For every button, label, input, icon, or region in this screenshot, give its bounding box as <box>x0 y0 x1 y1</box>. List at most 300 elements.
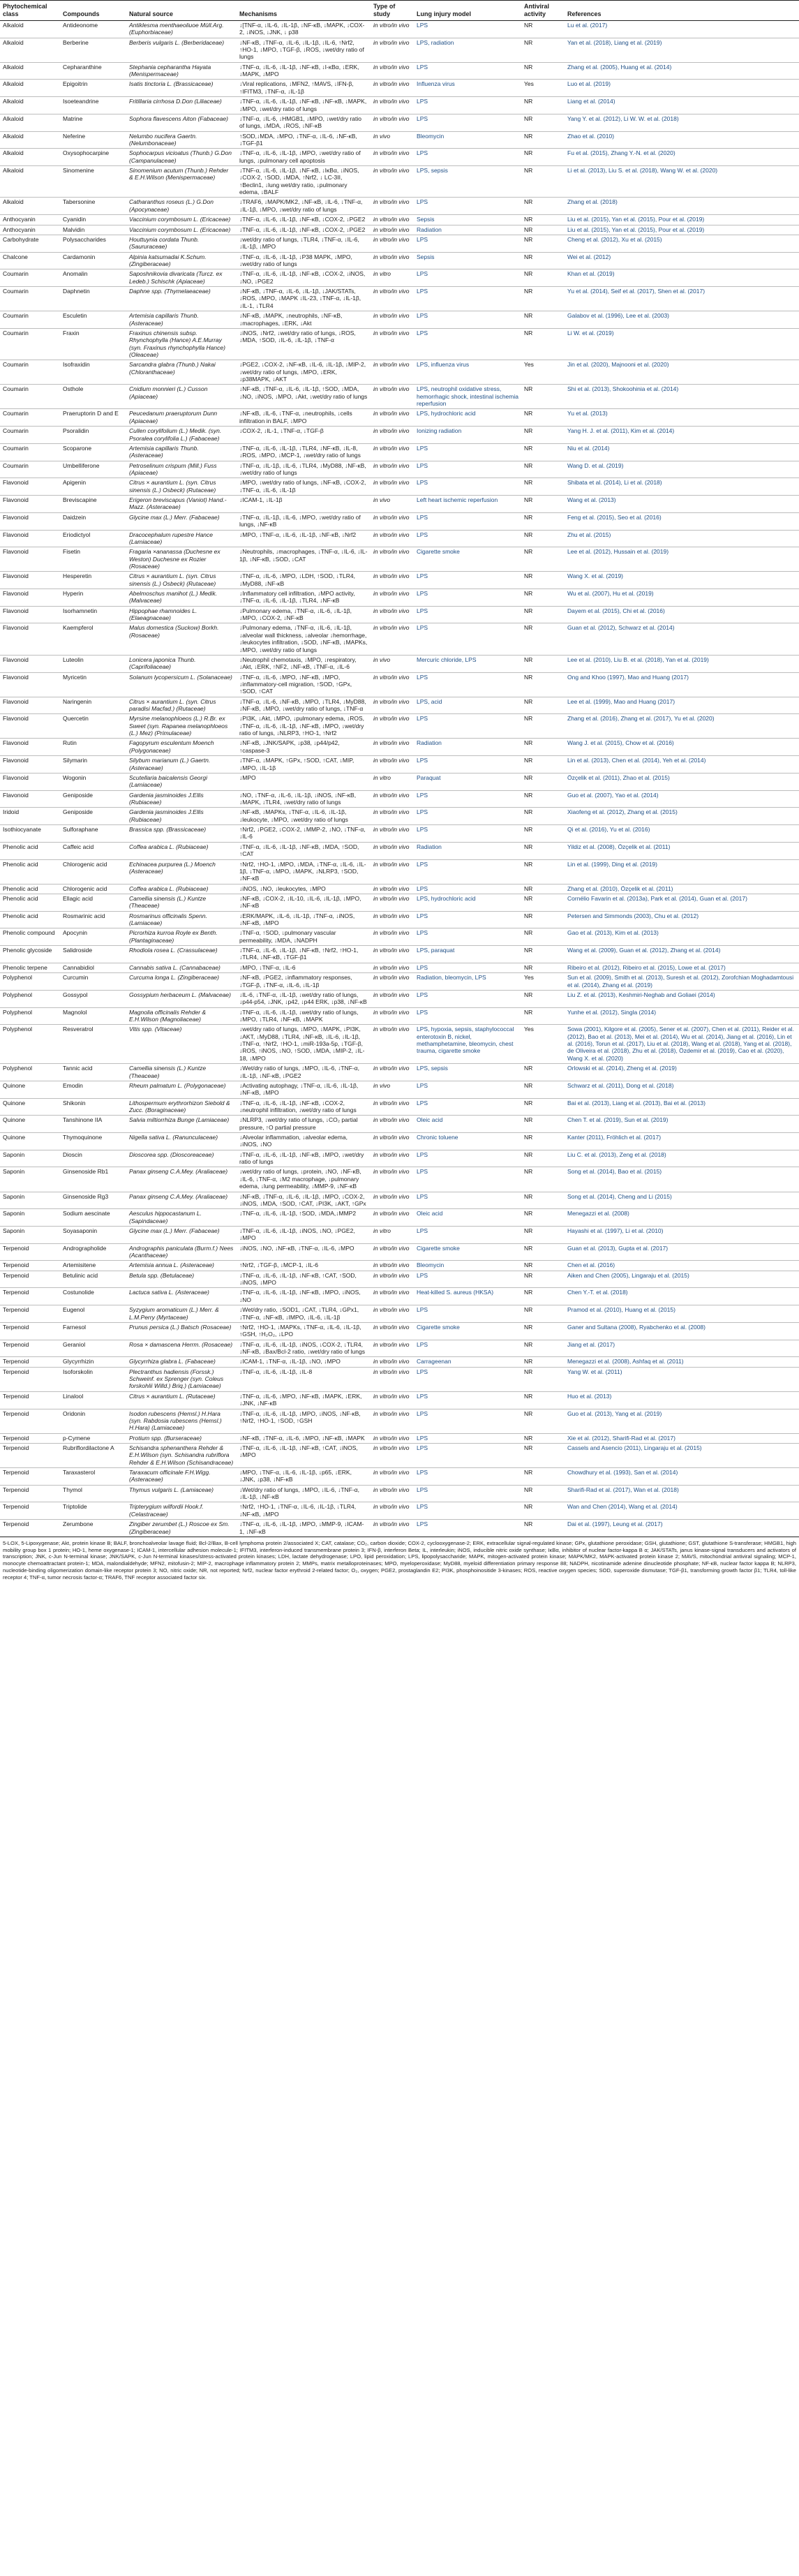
reference-cell[interactable]: Jiang et al. (2017) <box>565 1340 799 1357</box>
source-cell: Nigella sativa L. (Ranunculaceae) <box>126 1133 237 1150</box>
reference-cell[interactable]: Kanter (2011), Fröhlich et al. (2017) <box>565 1133 799 1150</box>
table-row <box>0 1150 799 1167</box>
study-type-cell: in vitro/in vivo <box>371 825 414 843</box>
mechanism-cell: ↓iNOS, ↓Nrf2, ↓wet/dry ratio of lungs, ↓ROS, ↓MDA, ↑SOD, ↓IL-6, ↓IL-1β, ↓TNF-α <box>237 328 371 360</box>
reference-cell[interactable]: Yu et al. (2013) <box>565 409 799 427</box>
reference-cell[interactable]: Yang H. J. et al. (2011), Kim et al. (2014) <box>565 427 799 444</box>
reference-cell[interactable]: Sharifi-Rad et al. (2017), Wan et al. (2018) <box>565 1485 799 1502</box>
study-type-cell: in vitro/in vivo <box>371 1367 414 1391</box>
class-cell: Alkaloid <box>0 80 60 97</box>
study-type-cell: in vitro/in vivo <box>371 80 414 97</box>
antiviral-cell: NR <box>521 928 565 946</box>
class-cell: Polyphenol <box>0 1007 60 1025</box>
source-cell: Fraxinus chinensis subsp. Rhynchophylla (Hance) A.E.Murray (syn. Fraxinus rhynchophylla Hance) (Oleaceae) <box>126 328 237 360</box>
reference-cell[interactable]: Özçelik et al. (2011), Zhao et al. (2015) <box>565 773 799 790</box>
antiviral-cell: NR <box>521 1340 565 1357</box>
reference-cell[interactable]: Zhang et al. (2005), Huang et al. (2014) <box>565 62 799 80</box>
source-cell: Picrorhiza kurroa Royle ex Benth. (Plantaginaceae) <box>126 928 237 946</box>
compound-cell: Fraxin <box>60 328 126 360</box>
reference-cell[interactable]: Wang et al. (2013) <box>565 496 799 513</box>
reference-cell[interactable]: Guo et al. (2007), Yao et al. (2014) <box>565 790 799 808</box>
reference-cell[interactable]: Wang et al. (2009), Guan et al. (2012), Zhang et al. (2014) <box>565 946 799 963</box>
source-cell: Rosa × damascena Herrm. (Rosaceae) <box>126 1340 237 1357</box>
reference-cell[interactable]: Wei et al. (2012) <box>565 252 799 269</box>
model-cell: Radiation <box>414 739 521 756</box>
source-cell: Prunus persica (L.) Batsch (Rosaceae) <box>126 1322 237 1340</box>
reference-cell[interactable]: Xiaofeng et al. (2012), Zhang et al. (2015) <box>565 808 799 825</box>
class-cell: Flavonoid <box>0 496 60 513</box>
compound-cell: Esculetin <box>60 311 126 329</box>
model-cell: LPS <box>414 572 521 589</box>
reference-cell[interactable]: Li et al. (2013), Liu S. et al. (2018), Wang W. et al. (2020) <box>565 166 799 198</box>
source-cell: Artemisia annua L. (Asteraceae) <box>126 1261 237 1271</box>
reference-cell[interactable]: Schwarz et al. (2011), Dong et al. (2018) <box>565 1081 799 1098</box>
class-cell: Flavonoid <box>0 512 60 530</box>
class-cell: Terpenoid <box>0 1502 60 1520</box>
reference-cell[interactable]: Song et al. (2014), Cheng and Li (2015) <box>565 1192 799 1209</box>
reference-cell[interactable]: Sowa (2001), Kilgore et al. (2005), Sener et al. (2007), Chen et al. (2011), Reider et al. (2012), Bao et al. (2013), Mei et al. (2014), Wu et al. (2014), Jiang et al. (2016), Lin et al. (2016), Torun et al. (2017), Liu et al. (2018), Wang et al. (2018), Yang et al. (2018), de Oliveira et al. (2018), Zhu et al. (2018), Özdemir et al. (2019), Cao et al. (2020), Wang X. et al. (2020) <box>565 1025 799 1064</box>
reference-cell[interactable]: Pramod et al. (2010), Huang et al. (2015) <box>565 1305 799 1323</box>
compound-cell: Gossypol <box>60 990 126 1007</box>
study-type-cell: in vitro/in vivo <box>371 1167 414 1192</box>
compound-cell: Daphnetin <box>60 287 126 311</box>
table-row <box>0 1443 799 1467</box>
antiviral-cell: NR <box>521 697 565 714</box>
study-type-cell: in vitro/in vivo <box>371 990 414 1007</box>
mechanism-cell: ↓NF-κB, ↓MAPK, ↓neutrophils, ↓NF-κB, ↓macrophages, ↓ERK, ↓Akt <box>237 311 371 329</box>
table-row <box>0 697 799 714</box>
model-cell: LPS <box>414 97 521 114</box>
compound-cell: Kaempferol <box>60 623 126 655</box>
table-row <box>0 963 799 972</box>
model-cell: LPS <box>414 1367 521 1391</box>
compound-cell: p-Cymene <box>60 1433 126 1443</box>
reference-cell[interactable]: Yan et al. (2018), Liang et al. (2019) <box>565 38 799 62</box>
reference-cell[interactable]: Aiken and Chen (2005), Lingaraju et al. (2015) <box>565 1271 799 1288</box>
source-cell: Echinacea purpurea (L.) Moench (Asteraceae) <box>126 859 237 884</box>
compound-cell: Quercetin <box>60 714 126 739</box>
table-row <box>0 773 799 790</box>
reference-cell[interactable]: Liu Z. et al. (2013), Keshmiri-Neghab and Goliaei (2014) <box>565 990 799 1007</box>
reference-cell[interactable]: Niu et al. (2014) <box>565 443 799 461</box>
study-type-cell: in vitro/in vivo <box>371 808 414 825</box>
class-cell: Flavonoid <box>0 739 60 756</box>
antiviral-cell: NR <box>521 328 565 360</box>
reference-cell[interactable]: Galabov et al. (1996), Lee et al. (2003) <box>565 311 799 329</box>
compound-cell: Resveratrol <box>60 1025 126 1064</box>
compound-cell: Rutin <box>60 739 126 756</box>
compound-cell: Dioscin <box>60 1150 126 1167</box>
antiviral-cell: NR <box>521 198 565 215</box>
table-row <box>0 1025 799 1064</box>
model-cell: LPS <box>414 149 521 166</box>
table-row <box>0 1357 799 1367</box>
antiviral-cell: NR <box>521 1520 565 1537</box>
antiviral-cell: NR <box>521 1433 565 1443</box>
reference-cell[interactable]: Hayashi et al. (1997), Li et al. (2010) <box>565 1226 799 1243</box>
study-type-cell: in vivo <box>371 1081 414 1098</box>
study-type-cell: in vivo <box>371 131 414 149</box>
compound-cell: Curcumin <box>60 973 126 991</box>
study-type-cell: in vitro/in vivo <box>371 97 414 114</box>
mechanism-cell: ↓NO, ↓TNF-α, ↓IL-6, ↓IL-1β, ↓iNOS, ↓NF-κB, ↓MAPK, ↓TLR4, ↓wet/dry ratio of lungs <box>237 790 371 808</box>
compound-cell: Taraxasterol <box>60 1468 126 1486</box>
study-type-cell: in vitro/in vivo <box>371 606 414 623</box>
mechanism-cell: ↓NF-κB, ↓TNF-α, ↓IL-6, ↓MPO, ↓NF-κB, ↓MAPK <box>237 1433 371 1443</box>
source-cell: Sophora flavescens Aiton (Fabaceae) <box>126 114 237 131</box>
compound-cell: Epigoitrin <box>60 80 126 97</box>
model-cell: LPS <box>414 1081 521 1098</box>
antiviral-cell: NR <box>521 739 565 756</box>
mechanism-cell: ↓IL-6, ↓TNF-α, ↓IL-1β, ↓wet/dry ratio of lungs, ↓p44-p54, ↓JNK, ↓p42, ↓p44 ERK, ↓p38, ↓NF-κB <box>237 990 371 1007</box>
antiviral-cell: NR <box>521 946 565 963</box>
table-row <box>0 1520 799 1537</box>
class-cell: Terpenoid <box>0 1305 60 1323</box>
model-cell: LPS, hypoxia, sepsis, staphylococcal enterotoxin B, nickel, methamphetamine, bleomycin, chest trauma, cigarette smoke <box>414 1025 521 1064</box>
table-row <box>0 1133 799 1150</box>
antiviral-cell: NR <box>521 859 565 884</box>
reference-cell[interactable]: Zhang et al. (2016), Zhang et al. (2017), Yu et al. (2020) <box>565 714 799 739</box>
reference-cell[interactable]: Chowdhury et al. (1993), San et al. (2014) <box>565 1468 799 1486</box>
source-cell: Myrsine melanophloeos (L.) R.Br. ex Sweet (syn. Rapanea melanophloeos (L.) Mez) (Primulaceae) <box>126 714 237 739</box>
mechanism-cell: ↓Pulmonary edema, ↓TNF-α, ↓IL-6, ↓IL-1β, ↓alveolar wall thickness, ↓alveolar ↓hemorrhage, ↓leukocytes infiltration, ↓SOD, ↓NF-κB, ↓MAPKs, ↓MPO, ↓wet/dry ratio of lungs <box>237 623 371 655</box>
compound-cell: Thymoquinone <box>60 1133 126 1150</box>
antiviral-cell: NR <box>521 1391 565 1409</box>
antiviral-cell: NR <box>521 385 565 409</box>
antiviral-cell: Yes <box>521 973 565 991</box>
mechanism-cell: ↓TRAF6, ↓MAPK/MK2, ↓NF-κB, ↓IL-6, ↓TNF-α, ↓IL-1β, ↓MPO, ↓wet/dry ratio of lungs <box>237 198 371 215</box>
reference-cell[interactable]: Cheng et al. (2012), Xu et al. (2015) <box>565 235 799 252</box>
table-row <box>0 714 799 739</box>
compound-cell: Costunolide <box>60 1288 126 1305</box>
table-header <box>0 1 799 21</box>
source-cell: Erigeron breviscapus (Vaniot) Hand.-Mazz. (Asteraceae) <box>126 496 237 513</box>
reference-cell[interactable]: Lee et al. (2012), Hussain et al. (2019) <box>565 547 799 572</box>
table-row <box>0 990 799 1007</box>
study-type-cell: in vitro/in vivo <box>371 1391 414 1409</box>
compound-cell: Silymarin <box>60 756 126 773</box>
source-cell: Houttuynia cordata Thunb. (Saururaceae) <box>126 235 237 252</box>
antiviral-cell: NR <box>521 1116 565 1133</box>
class-cell: Phenolic acid <box>0 894 60 911</box>
source-cell: Sinomenium acutum (Thunb.) Rehder & E.H.Wilson (Menispermaceae) <box>126 166 237 198</box>
reference-cell[interactable]: Zhao et al. (2010) <box>565 131 799 149</box>
table-row <box>0 1192 799 1209</box>
compound-cell: Thymol <box>60 1485 126 1502</box>
class-cell: Phenolic acid <box>0 884 60 894</box>
class-cell: Polyphenol <box>0 1064 60 1081</box>
reference-cell[interactable]: Zhu et al. (2015) <box>565 530 799 547</box>
reference-cell[interactable]: Yildiz et al. (2008), Özçelik et al. (2011) <box>565 842 799 859</box>
reference-cell[interactable]: Fu et al. (2015), Zhang Y.-N. et al. (2020) <box>565 149 799 166</box>
source-cell: Peucedanum praeruptorum Dunn (Apiaceae) <box>126 409 237 427</box>
reference-cell[interactable]: Chen et al. (2016) <box>565 1261 799 1271</box>
reference-cell[interactable]: Khan et al. (2019) <box>565 269 799 287</box>
model-cell: Oleic acid <box>414 1116 521 1133</box>
source-cell: Fritillaria cirrhosa D.Don (Liliaceae) <box>126 97 237 114</box>
model-cell: LPS <box>414 606 521 623</box>
compound-cell: Ellagic acid <box>60 894 126 911</box>
antiviral-cell: NR <box>521 496 565 513</box>
mechanism-cell: ↓TNF-α, ↓IL-6, ↓IL-1β, ↓NF-κB, ↓I-κBα, ↓ERK, ↓MAPK, ↓MPO <box>237 62 371 80</box>
reference-cell[interactable]: Shi et al. (2013), Shokoohinia et al. (2014) <box>565 385 799 409</box>
class-cell: Terpenoid <box>0 1367 60 1391</box>
class-cell: Alkaloid <box>0 114 60 131</box>
reference-cell[interactable]: Zhang et al. (2018) <box>565 198 799 215</box>
antiviral-cell: NR <box>521 20 565 38</box>
table-row <box>0 1468 799 1486</box>
source-cell: Rhodiola rosea L. (Crassulaceae) <box>126 946 237 963</box>
reference-cell[interactable]: Liu et al. (2015), Yan et al. (2015), Pour et al. (2019) <box>565 215 799 225</box>
compound-cell: Berberine <box>60 38 126 62</box>
model-cell: LPS <box>414 1520 521 1537</box>
class-cell: Flavonoid <box>0 606 60 623</box>
model-cell: LPS <box>414 198 521 215</box>
study-type-cell: in vitro <box>371 269 414 287</box>
reference-cell[interactable]: Gao et al. (2013), Kim et al. (2013) <box>565 928 799 946</box>
source-cell: Rosmarinus officinalis Spenn. (Lamiaceae) <box>126 911 237 928</box>
table-row <box>0 360 799 385</box>
mechanism-cell: ↓TNF-α, ↓IL-1β, ↓IL-6, ↓TLR4, ↓MyD88, ↓NF-κB, ↓wet/dry ratio of lungs <box>237 461 371 478</box>
compound-cell: Wogonin <box>60 773 126 790</box>
table-row <box>0 311 799 329</box>
reference-cell[interactable]: Yu et al. (2014), Seif et al. (2017), Shen et al. (2017) <box>565 287 799 311</box>
reference-cell[interactable]: Yang W. et al. (2011) <box>565 1367 799 1391</box>
compound-cell: Isoeteandrine <box>60 97 126 114</box>
reference-cell[interactable]: Petersen and Simmonds (2003), Chu et al. (2012) <box>565 911 799 928</box>
study-type-cell: in vitro/in vivo <box>371 1064 414 1081</box>
study-type-cell: in vitro/in vivo <box>371 1357 414 1367</box>
reference-cell[interactable]: Menegazzi et al. (2008), Ashfaq et al. (2011) <box>565 1357 799 1367</box>
reference-cell[interactable]: Liu C. et al. (2013), Zeng et al. (2018) <box>565 1150 799 1167</box>
reference-cell[interactable]: Lee et al. (1999), Mao and Huang (2017) <box>565 697 799 714</box>
reference-cell[interactable]: Yunhe et al. (2012), Singla (2014) <box>565 1007 799 1025</box>
antiviral-cell: NR <box>521 1081 565 1098</box>
compound-cell: Geraniol <box>60 1340 126 1357</box>
class-cell: Coumarin <box>0 287 60 311</box>
antiviral-cell: NR <box>521 1443 565 1467</box>
model-cell: LPS <box>414 311 521 329</box>
table-row <box>0 928 799 946</box>
reference-cell[interactable]: Ong and Khoo (1997), Mao and Huang (2017) <box>565 672 799 697</box>
table-row <box>0 547 799 572</box>
class-cell: Phenolic terpene <box>0 963 60 972</box>
antiviral-cell: Yes <box>521 360 565 385</box>
antiviral-cell: NR <box>521 572 565 589</box>
table-row <box>0 946 799 963</box>
mechanism-cell: ↓NF-κB, ↓TNF-α, ↓IL-6, ↓IL-1β, ↓JAK/STATs, ↓ROS, ↓MPO, ↓MAPK ↓IL-23, ↓TNF-α, ↓IL-1β, ↓IL-1, ↓TLR4 <box>237 287 371 311</box>
mechanism-cell: ↑SOD,↓MDA, ↓MPO, ↓TNF-α, ↓IL-6, ↓NF-κB, ↓TGF-β1 <box>237 131 371 149</box>
table-row <box>0 80 799 97</box>
table-row <box>0 225 799 235</box>
class-cell: Flavonoid <box>0 773 60 790</box>
antiviral-cell: NR <box>521 589 565 607</box>
study-type-cell: in vitro/in vivo <box>371 714 414 739</box>
antiviral-cell: NR <box>521 825 565 843</box>
study-type-cell: in vitro/in vivo <box>371 1433 414 1443</box>
reference-cell[interactable]: Ribeiro et al. (2012), Ribeiro et al. (2015), Lowe et al. (2017) <box>565 963 799 972</box>
antiviral-cell: NR <box>521 427 565 444</box>
reference-cell[interactable]: Shibata et al. (2014), Li et al. (2018) <box>565 478 799 496</box>
class-cell: Flavonoid <box>0 589 60 607</box>
table-footnote: 5-LOX, 5-Lipoxygenase; Akt, protein kinase B; BALF, bronchoalveolar lavage fluid; Bcl-2/Bax, B-cell lymphoma protein 2/associated X; CAT, catalase; CO₂, carbon dioxide; COX-2, cyclooxygenase-2; ERK, extracellular signal-regulated kinase; GPx, glutathione peroxidase; GSH, glutathione; GST, glutathione S-transferase; HMGB1, high mobility group box 1 protein; HO-1, heme oxygenase-1; ICAM-1, intercellular adhesion molecule-1; IFITM3, interferon-induced transmembrane protein 3; IFN-β, interferon Beta; IL, interleukin; iNOS, inducible nitric oxide synthase; IκBα, inhibitor of nuclear factor-kappa B α; JAK/STATs, janus kinase-signal transducers and activators of transcription; JNK, c-Jun N-terminal kinase; JNK/SAPK, c-Jun N-terminal kinases/stress-activated protein kinases; LDH, lactate dehydrogenase; LPO, lipid peroxidation; LPS, lipopolysaccharide; MAPK, mitogen-activated protein kinase; MAPK/MK2, MAPK-activated protein kinase 2; MAVS, mitochondrial antiviral signaling; MCP-1, monocyte chemoattractant protein-1; MDA, malondialdehyde; MFN2, mitofusin-2; MIP-2, macrophage inflammatory protein 2; MMPs, matrix metalloproteinases; MPO, myeloperoxidase; MyD88, myeloid differentiation primary response 88; NADPH, nicotinamide adenine dinucleotide phosphate; NF-κB, nuclear factor kappa B; NLRP3, nucleotide-binding oligomerization domain-like receptor protein 3; NO, nitric oxide; NR, not reported; Nrf2, nuclear factor erythroid 2-related factor; O₂, oxygen; PGE2, prostaglandin E2; PI3K, phosphoinositide 3-kinases; ROS, reactive oxygen species; SOD, superoxide dismutase; TGF-β1, transforming growth factor β1; TLR4, toll-like receptor 4; TNF-α, tumor necrosis factor-α; TRAF6, TNF receptor associated factor six. <box>3 1539 796 1581</box>
class-cell: Flavonoid <box>0 655 60 672</box>
antiviral-cell: NR <box>521 911 565 928</box>
study-type-cell: in vitro/in vivo <box>371 1468 414 1486</box>
antiviral-cell: NR <box>521 287 565 311</box>
antiviral-cell: NR <box>521 884 565 894</box>
study-type-cell: in vitro/in vivo <box>371 1443 414 1467</box>
reference-cell[interactable]: Li W. et al. (2019) <box>565 328 799 360</box>
mechanism-cell: ↓NLRP3, ↓wet/dry ratio of lungs, ↓CO₂ partial pressure, ↑O partial pressure <box>237 1116 371 1133</box>
reference-cell[interactable]: Guan et al. (2013), Gupta et al. (2017) <box>565 1243 799 1261</box>
reference-cell[interactable]: Wu et al. (2007), Hu et al. (2019) <box>565 589 799 607</box>
study-type-cell: in vitro/in vivo <box>371 38 414 62</box>
class-cell: Isothiocyanate <box>0 825 60 843</box>
reference-cell[interactable]: Bai et al. (2013), Liang et al. (2013), Bai et al. (2013) <box>565 1098 799 1116</box>
antiviral-cell: NR <box>521 1367 565 1391</box>
reference-cell[interactable]: Luo et al. (2019) <box>565 80 799 97</box>
reference-cell[interactable]: Wang X. et al. (2019) <box>565 572 799 589</box>
antiviral-cell: NR <box>521 62 565 80</box>
antiviral-cell: NR <box>521 1271 565 1288</box>
reference-cell[interactable]: Lee et al. (2010), Liu B. et al. (2018), Yan et al. (2019) <box>565 655 799 672</box>
study-type-cell: in vitro/in vivo <box>371 20 414 38</box>
antiviral-cell: NR <box>521 512 565 530</box>
compound-cell: Matrine <box>60 114 126 131</box>
mechanism-cell: ↓NF-κB, ↓IL-6, ↓TNF-α, ↓neutrophils, ↓cells infiltration in BALF, ↓MPO <box>237 409 371 427</box>
study-type-cell: in vitro/in vivo <box>371 1007 414 1025</box>
reference-cell[interactable]: Wang D. et al. (2019) <box>565 461 799 478</box>
antiviral-cell: NR <box>521 530 565 547</box>
table-row <box>0 606 799 623</box>
reference-cell[interactable]: Wan and Chen (2014), Wang et al. (2014) <box>565 1502 799 1520</box>
table-row <box>0 443 799 461</box>
reference-cell[interactable]: Liang et al. (2014) <box>565 97 799 114</box>
model-cell: LPS <box>414 1340 521 1357</box>
source-cell: Scutellaria baicalensis Georgi (Lamiaceae) <box>126 773 237 790</box>
reference-cell[interactable]: Wang J. et al. (2015), Chow et al. (2016) <box>565 739 799 756</box>
source-cell: Stephania cepharantha Hayata (Menispermaceae) <box>126 62 237 80</box>
class-cell: Coumarin <box>0 328 60 360</box>
reference-cell[interactable]: Cornélio Favarin et al. (2013a), Park et al. (2014), Guan et al. (2017) <box>565 894 799 911</box>
model-cell: LPS <box>414 825 521 843</box>
table-row <box>0 252 799 269</box>
source-cell: Betula spp. (Betulaceae) <box>126 1271 237 1288</box>
mechanism-cell: ↓ICAM-1, ↓TNF-α, ↓IL-1β, ↓NO, ↓MPO <box>237 1357 371 1367</box>
reference-cell[interactable]: Chen T. et al. (2019), Sun et al. (2019) <box>565 1116 799 1133</box>
class-cell: Saponin <box>0 1150 60 1167</box>
model-cell: Sepsis <box>414 215 521 225</box>
reference-cell[interactable]: Guan et al. (2012), Schwarz et al. (2014) <box>565 623 799 655</box>
study-type-cell: in vitro/in vivo <box>371 697 414 714</box>
reference-cell[interactable]: Zhang et al. (2010), Özçelik et al. (2011) <box>565 884 799 894</box>
table-row <box>0 589 799 607</box>
reference-cell[interactable]: Liu et al. (2015), Yan et al. (2015), Pour et al. (2019) <box>565 225 799 235</box>
mechanism-cell: ↓TNF-α, ↓IL-6, ↓IL-1β, ↓NF-κB, ↓COX-2, ↓PGE2 <box>237 215 371 225</box>
class-cell: Terpenoid <box>0 1357 60 1367</box>
source-cell: Fragaria ×ananassa (Duchesne ex Weston) Duchesne ex Rozier (Rosaceae) <box>126 547 237 572</box>
antiviral-cell: NR <box>521 215 565 225</box>
source-cell: Alpinia katsumadai K.Schum. (Zingiberaceae) <box>126 252 237 269</box>
table-row <box>0 496 799 513</box>
reference-cell[interactable]: Yang Y. et al. (2012), Li W. W. et al. (2018) <box>565 114 799 131</box>
reference-cell[interactable]: Chen Y.-T. et al. (2018) <box>565 1288 799 1305</box>
table-row <box>0 1098 799 1116</box>
reference-cell[interactable]: Dai et al. (1997), Leung et al. (2017) <box>565 1520 799 1537</box>
reference-cell[interactable]: Huo et al. (2013) <box>565 1391 799 1409</box>
compound-cell: Antideonome <box>60 20 126 38</box>
reference-cell[interactable]: Lin et al. (2013), Chen et al. (2014), Yeh et al. (2014) <box>565 756 799 773</box>
reference-cell[interactable]: Jin et al. (2020), Majnooni et al. (2020) <box>565 360 799 385</box>
class-cell: Carbohydrate <box>0 235 60 252</box>
source-cell: Zingiber zerumbet (L.) Roscoe ex Sm. (Zingiberaceae) <box>126 1520 237 1537</box>
mechanism-cell: ↓Pulmonary edema, ↓TNF-α, ↓IL-6, ↓IL-1β, ↓MPO, ↓COX-2, ↓NF-κB <box>237 606 371 623</box>
reference-cell[interactable]: Sun et al. (2009), Smith et al. (2013), Suresh et al. (2012), Zorofchian Moghadamtousi et al. (2014), Zhang et al. (2019) <box>565 973 799 991</box>
source-cell: Brassica spp. (Brassicaceae) <box>126 825 237 843</box>
reference-cell[interactable]: Guo et al. (2013), Yang et al. (2019) <box>565 1409 799 1433</box>
table-row <box>0 1081 799 1098</box>
mechanism-cell: ↓TNF-α, ↓IL-6, ↓IL-1β, ↓NF-κB, ↑Nrf2, ↑HO-1, ↓TLR4, ↓NF-κB, ↓TGF-β1 <box>237 946 371 963</box>
model-cell: LPS, sepsis <box>414 1064 521 1081</box>
column-header: References <box>565 1 799 21</box>
reference-cell[interactable]: Qi et al. (2016), Yu et al. (2016) <box>565 825 799 843</box>
antiviral-cell: NR <box>521 1209 565 1227</box>
column-header: Phytochemical class <box>0 1 60 21</box>
compound-cell: Polysaccharides <box>60 235 126 252</box>
mechanism-cell: ↓TNF-α, ↓IL-6, ↓IL-1β, ↓iNOS, ↓COX-2, ↓TLR4, ↓NF-κB, ↓Bax/Bcl-2 ratio, ↓wet/dry ratio of lungs <box>237 1340 371 1357</box>
mechanism-cell: ↓ERK/MAPK, ↓IL-6, ↓IL-1β, ↓TNF-α, ↓iNOS, ↓NF-κB, ↓MPO <box>237 911 371 928</box>
study-type-cell: in vitro/in vivo <box>371 1150 414 1167</box>
antiviral-cell: NR <box>521 311 565 329</box>
class-cell: Polyphenol <box>0 990 60 1007</box>
mechanism-cell: ↓TNF-α, ↓IL-6, ↓IL-1β, ↓MPO, ↓iNOS, ↓NF-κB, ↑Nrf2, ↑HO-1, ↑SOD, ↑GSH <box>237 1409 371 1433</box>
antiviral-cell: NR <box>521 225 565 235</box>
compound-cell: Zerumbone <box>60 1520 126 1537</box>
reference-cell[interactable]: Lu et al. (2017) <box>565 20 799 38</box>
class-cell: Saponin <box>0 1209 60 1227</box>
reference-cell[interactable]: Lin et al. (1999), Ding et al. (2019) <box>565 859 799 884</box>
compound-cell: Scoparone <box>60 443 126 461</box>
mechanism-cell: ↓COX-2, ↓IL-1, ↓TNF-α, ↓TGF-β <box>237 427 371 444</box>
reference-cell[interactable]: Dayem et al. (2015), Chi et al. (2016) <box>565 606 799 623</box>
source-cell: Petroselinum crispum (Mill.) Fuss (Apiaceae) <box>126 461 237 478</box>
reference-cell[interactable]: Ganer and Sultana (2008), Ryabchenko et al. (2008) <box>565 1322 799 1340</box>
mechanism-cell: ↓NF-κB, ↓TNF-α, ↓IL-6, ↓IL-1β, ↓MPO, ↓COX-2, ↓iNOS, ↓MDA, ↑SOD, ↑CAT, ↓PI3K, ↓AKT, ↑GPx <box>237 1192 371 1209</box>
table-row <box>0 756 799 773</box>
antiviral-cell: NR <box>521 1226 565 1243</box>
table-row <box>0 655 799 672</box>
mechanism-cell: ↓TNF-α, ↓IL-6, ↓IL-1β, ↓P38 MAPK, ↓MPO, ↓wet/dry ratio of lungs <box>237 252 371 269</box>
source-cell: Lactuca sativa L. (Asteraceae) <box>126 1288 237 1305</box>
mechanism-cell: ↓MPO, ↓TNF-α, ↓IL-6, ↓IL-1β, ↓p65, ↓ERK, ↓JNK, ↓p38, ↓NF-κB <box>237 1468 371 1486</box>
reference-cell[interactable]: Xie et al. (2012), Sharifi-Rad et al. (2017) <box>565 1433 799 1443</box>
model-cell: Chronic toluene <box>414 1133 521 1150</box>
reference-cell[interactable]: Menegazzi et al. (2008) <box>565 1209 799 1227</box>
class-cell: Terpenoid <box>0 1468 60 1486</box>
compound-cell: Tabersonine <box>60 198 126 215</box>
source-cell: Thymus vulgaris L. (Lamiaceae) <box>126 1485 237 1502</box>
reference-cell[interactable]: Orlowski et al. (2014), Zheng et al. (2019) <box>565 1064 799 1081</box>
compound-cell: Psoralidin <box>60 427 126 444</box>
reference-cell[interactable]: Cassels and Asencio (2011), Lingaraju et al. (2015) <box>565 1443 799 1467</box>
column-header: Type of study <box>371 1 414 21</box>
compound-cell: Isofraxidin <box>60 360 126 385</box>
class-cell: Saponin <box>0 1226 60 1243</box>
source-cell: Glycyrrhiza glabra L. (Fabaceae) <box>126 1357 237 1367</box>
reference-cell[interactable]: Song et al. (2014), Bao et al. (2015) <box>565 1167 799 1192</box>
reference-cell[interactable]: Feng et al. (2015), Seo et al. (2016) <box>565 512 799 530</box>
